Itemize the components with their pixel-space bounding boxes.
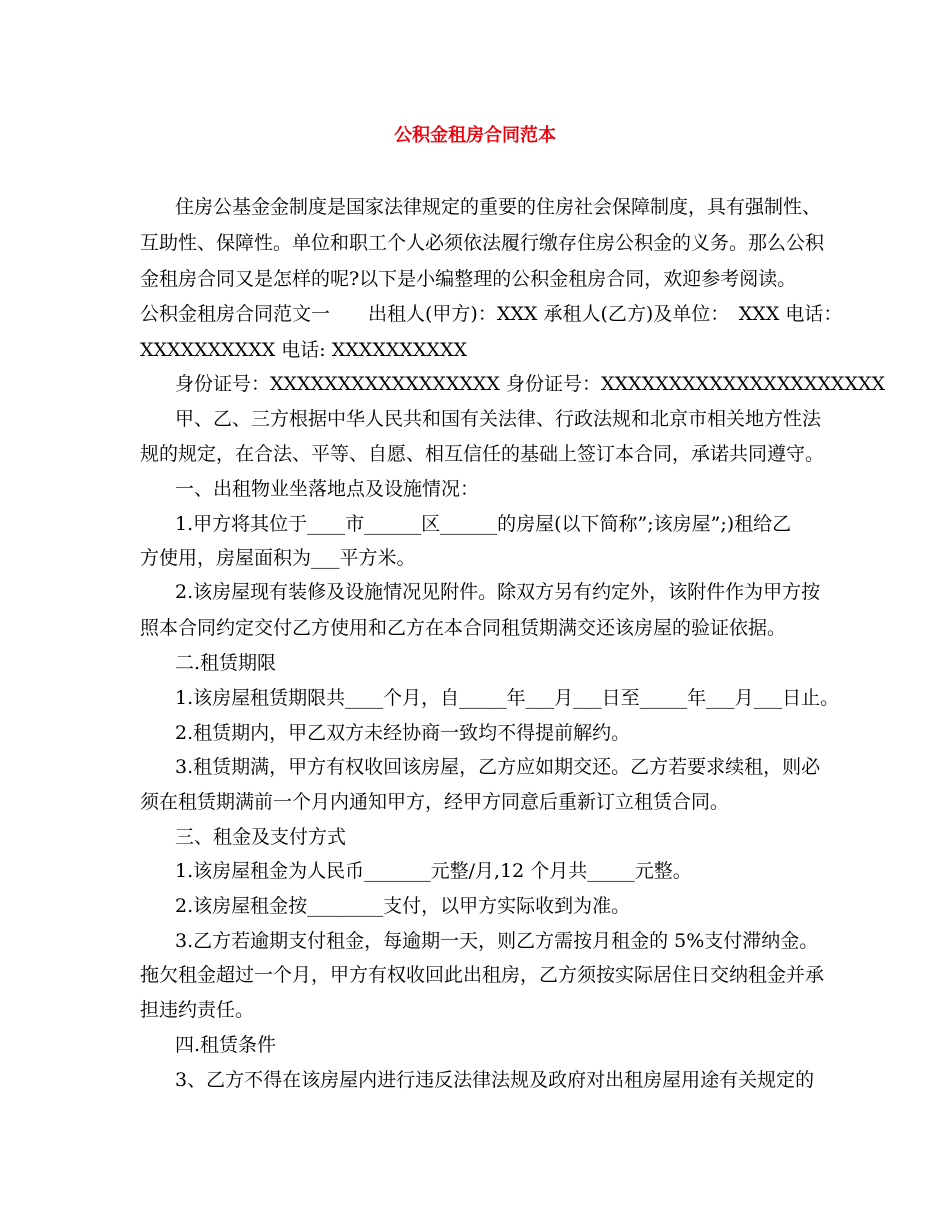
intro-line-2: 互助性、保障性。单位和职工个人必须依法履行缴存住房公积金的义务。那么公积 bbox=[140, 232, 825, 254]
intro-line-1: 住房公基金金制度是国家法律规定的重要的住房社会保障制度，具有强制性、 bbox=[175, 196, 822, 218]
clause-4-3-line-1: 3、乙方不得在该房屋内进行违反法律法规及政府对出租房屋用途有关规定的 bbox=[175, 1069, 815, 1091]
intro-line-3: 金租房合同又是怎样的呢?以下是小编整理的公积金租房合同，欢迎参考阅读。 bbox=[140, 268, 797, 290]
parties-line: 公积金租房合同范文一 出租人(甲方)：XXX 承租人(乙方)及单位： XXX 电话： bbox=[140, 303, 843, 325]
clause-1-1-line-1: 1.甲方将其位于____市______区______的房屋(以下简称”;该房屋”;)租给乙 bbox=[175, 513, 792, 535]
preamble-line-1: 甲、乙、三方根据中华人民共和国有关法律、行政法规和北京市相关地方性法 bbox=[175, 408, 822, 430]
clause-3-2: 2.该房屋租金按________支付，以甲方实际收到为准。 bbox=[175, 895, 631, 917]
id-number-line: 身份证号：XXXXXXXXXXXXXXXXX 身份证号：XXXXXXXXXXXXXXXXXXXXX bbox=[175, 373, 886, 395]
clause-2-3-line-2: 须在租赁期满前一个月内通知甲方，经甲方同意后重新订立租赁合同。 bbox=[140, 791, 730, 813]
section-heading-2: 二.租赁期限 bbox=[175, 652, 277, 674]
section-heading-4: 四.租赁条件 bbox=[175, 1034, 277, 1056]
section-heading-3: 三、租金及支付方式 bbox=[175, 826, 347, 848]
section-heading-1: 一、出租物业坐落地点及设施情况： bbox=[175, 478, 480, 500]
phone-line: XXXXXXXXXX 电话: XXXXXXXXXX bbox=[140, 339, 468, 361]
clause-2-2: 2.租赁期内，甲乙双方未经协商一致均不得提前解约。 bbox=[175, 722, 631, 744]
clause-3-3-line-3: 担违约责任。 bbox=[140, 999, 255, 1021]
preamble-line-2: 规的规定，在合法、平等、自愿、相互信任的基础上签订本合同，承诺共同遵守。 bbox=[140, 443, 825, 465]
clause-3-3-line-1: 3.乙方若逾期支付租金，每逾期一天，则乙方需按月租金的 5%支付滞纳金。 bbox=[175, 930, 819, 952]
clause-2-3-line-1: 3.租赁期满，甲方有权收回该房屋，乙方应如期交还。乙方若要求续租，则必 bbox=[175, 756, 821, 778]
clause-3-3-line-2: 拖欠租金超过一个月，甲方有权收回此出租房，乙方须按实际居住日交纳租金并承 bbox=[140, 964, 825, 986]
clause-1-2-line-2: 照本合同约定交付乙方使用和乙方在本合同租赁期满交还该房屋的验证依据。 bbox=[140, 617, 787, 639]
clause-3-1: 1.该房屋租金为人民币_______元整/月,12 个月共_____元整。 bbox=[175, 860, 692, 882]
document-title: 公积金租房合同范本 bbox=[394, 125, 556, 146]
clause-1-1-line-2: 方使用，房屋面积为___平方米。 bbox=[140, 547, 416, 569]
clause-2-1: 1.该房屋租赁期限共____个月，自_____年___月___日至_____年___月___日止。 bbox=[175, 687, 840, 709]
clause-1-2-line-1: 2.该房屋现有装修及设施情况见附件。除双方另有约定外，该附件作为甲方按 bbox=[175, 581, 821, 603]
